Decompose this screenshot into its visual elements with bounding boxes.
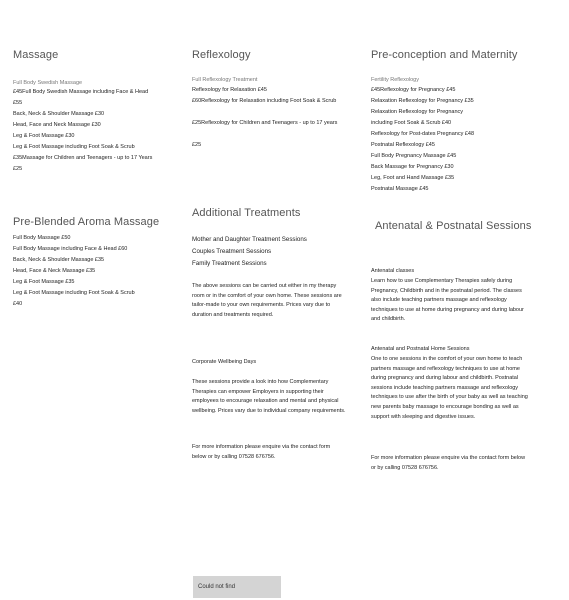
list-item: Back, Neck & Shoulder Massage £35: [13, 257, 105, 263]
corporate-heading: Corporate Wellbeing Days: [192, 359, 257, 365]
preconception-subtitle: Fertility Reflexology: [371, 77, 419, 83]
list-item: Postnatal Massage £45: [371, 186, 429, 192]
list-item: Reflexology for Post-dates Pregnancy £48: [371, 131, 475, 137]
additional-list: [192, 234, 364, 270]
massage-list: [13, 87, 183, 175]
list-item: Relaxation Reflexology for Pregnancy: [371, 109, 464, 115]
list-item: [192, 129, 364, 140]
list-item: Full Body Pregnancy Massage £45: [371, 153, 457, 159]
list-item: Back, Neck & Shoulder Massage £30: [13, 111, 105, 117]
list-item: Leg & Foot Massage £30: [13, 133, 75, 139]
antenatal-classes-heading: Antenatal classes: [371, 268, 415, 274]
list-item: £25: [13, 166, 23, 172]
contact-paragraph: For more information please enquire via the contact form below or by calling 07528 676756.: [192, 444, 331, 460]
additional-paragraph: The above sessions can be carried out either in my therapy room or in the comfort of your own home. These sessions are tailor-made to your own requirements. Prices vary due to duration and treatments required.: [192, 283, 342, 318]
status-box: Could not find: [193, 576, 281, 598]
home-sessions-paragraph: One to one sessions in the comfort of your own home to teach partners massage and reflexology techniques to use at home during pregnancy and during labour and childbirth. Postnatal sessions include teaching partners massage and reflexology techniques to use after the birth of your baby as well as teaching new parents baby massage to encourage bonding as well as support with sleeping and digestive issues.: [371, 356, 528, 420]
list-item: £25: [192, 142, 202, 148]
massage-subtitle: Full Body Swedish Massage: [13, 80, 83, 86]
list-item: Back Massage for Pregnancy £30: [371, 164, 454, 170]
list-item: £35Massage for Children and Teenagers - up to 17 Years: [13, 155, 153, 161]
list-item: Relaxation Reflexology for Pregnancy £35: [371, 98, 474, 104]
list-item: Full Body Massage including Face & Head £60: [13, 246, 128, 252]
list-item: Leg & Foot Massage including Foot Soak & Scrub: [13, 144, 135, 150]
list-item: £45Reflexology for Pregnancy £45: [371, 87, 456, 93]
aroma-list: [13, 233, 183, 310]
list-item: Postnatal Reflexology £45: [371, 142, 435, 148]
preconception-list: [371, 85, 556, 195]
list-item: including Foot Soak & Scrub £40: [371, 120, 452, 126]
preconception-heading: Pre-conception and Maternity: [371, 49, 518, 61]
list-item: Head, Face and Neck Massage £30: [13, 122, 101, 128]
list-item: Leg, Foot and Hand Massage £35: [371, 175, 455, 181]
additional-heading: Additional Treatments: [192, 207, 301, 219]
list-item: £60Reflexology for Relaxation including Foot Soak & Scrub: [192, 98, 337, 104]
list-item: Reflexology for Relaxation £45: [192, 87, 267, 93]
list-item: [192, 107, 364, 118]
antenatal-heading: Antenatal & Postnatal Sessions: [375, 220, 532, 232]
antenatal-classes-paragraph: Learn how to use Complementary Therapies safely during Pregnancy, Childbirth and in the postnatal period. The classes also include teaching partners massage and reflexology techniques to use at home during pregnancy and during labour and childbirth.: [371, 278, 524, 323]
massage-heading: Massage: [13, 49, 59, 61]
list-item: £40: [13, 301, 23, 307]
reflexology-list: [192, 85, 364, 151]
list-item: £55: [13, 100, 23, 106]
list-item: £25Reflexology for Children and Teenagers - up to 17 years: [192, 120, 338, 126]
aroma-heading: Pre-Blended Aroma Massage: [13, 216, 160, 228]
reflexology-heading: Reflexology: [192, 49, 251, 61]
corporate-paragraph: These sessions provide a look into how Complementary Therapies can empower Employers in supporting their employees to encourage relaxation and mental and physical wellbeing. Prices vary due to individual company requirements.: [192, 379, 346, 414]
list-item: Leg & Foot Massage £35: [13, 279, 75, 285]
reflexology-subtitle: Full Reflexology Treatment: [192, 77, 258, 83]
list-item: Head, Face & Neck Massage £35: [13, 268, 96, 274]
list-item: Leg & Foot Massage including Foot Soak & Scrub: [13, 290, 135, 296]
list-item: Full Body Massage £50: [13, 235, 71, 241]
list-item: Family Treatment Sessions: [192, 260, 267, 267]
list-item: Mother and Daughter Treatment Sessions: [192, 236, 307, 243]
list-item: Couples Treatment Sessions: [192, 248, 272, 255]
home-sessions-heading: Antenatal and Postnatal Home Sessions: [371, 346, 470, 352]
antenatal-contact-paragraph: For more information please enquire via the contact form below or by calling 07528 676756.: [371, 455, 526, 471]
list-item: £45Full Body Swedish Massage including Face & Head: [13, 89, 149, 95]
